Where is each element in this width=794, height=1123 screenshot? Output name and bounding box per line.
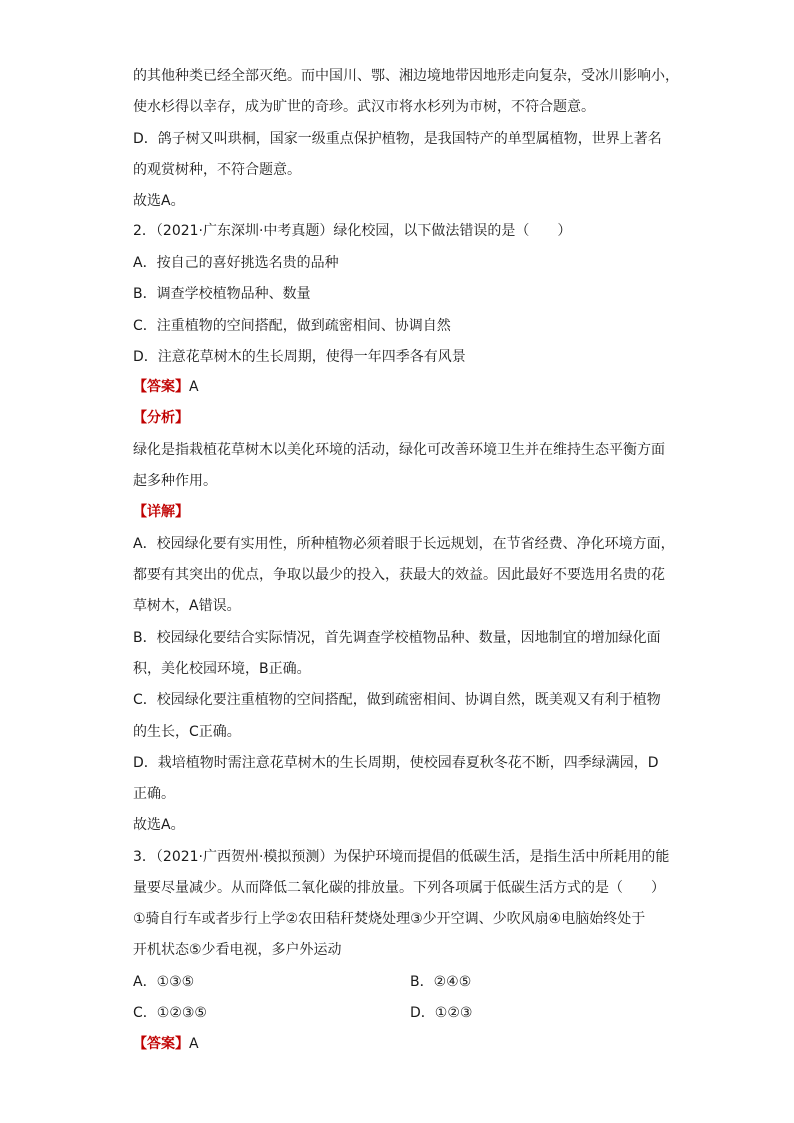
answer-tag: 【答案】: [133, 1036, 189, 1052]
text-line: 起多种作用。: [133, 473, 217, 489]
text-line: 草树木，A错误。: [133, 598, 241, 614]
question-2-stem: 2．（2021·广东深圳·中考真题）绿化校园，以下做法错误的是（ ）: [133, 223, 572, 239]
text-line: 故选A。: [133, 193, 185, 209]
answer-line: [133, 377, 199, 397]
text-line: 正确。: [133, 786, 175, 802]
detail-tag-line: [133, 502, 189, 522]
text-line: 的观赏树种，不符合题意。: [133, 162, 301, 178]
question-3-items: 开机状态⑤少看电视，多户外运动: [133, 942, 342, 958]
text-line: B．校园绿化要结合实际情况，首先调查学校植物品种、数量，因地制宜的增加绿化面: [133, 630, 661, 646]
question-3-option-a: A．①③⑤: [133, 974, 195, 990]
question-3-items: ①骑自行车或者步行上学②农田秸秆焚烧处理③少开空调、少吹风扇④电脑始终处于: [133, 911, 646, 927]
text-line: 都要有其突出的优点，争取以最少的投入，获最大的效益。因此最好不要选用名贵的花: [133, 567, 665, 583]
question-3-option-b: B．②④⑤: [410, 974, 472, 990]
text-line: 的其他种类已经全部灭绝。而中国川、鄂、湘边境地带因地形走向复杂，受冰川影响小，: [133, 68, 679, 84]
text-line: 积，美化校园环境，B正确。: [133, 661, 311, 677]
text-line: 故选A。: [133, 817, 185, 833]
text-line: D．栽培植物时需注意花草树木的生长周期，使校园春夏秋冬花不断，四季绿满园，D: [133, 755, 659, 771]
answer-line: [133, 1034, 199, 1054]
question-3-option-c: C．①②③⑤: [133, 1005, 207, 1021]
question-3-stem: 量要尽量减少。从而降低二氧化碳的排放量。下列各项属于低碳生活方式的是（ ）: [133, 880, 665, 896]
analysis-tag: 【分析】: [133, 410, 189, 426]
question-3-stem: 3．（2021·广西贺州·模拟预测）为保护环境而提倡的低碳生活，是指生活中所耗用的能: [133, 849, 670, 865]
question-2-option-c: C．注重植物的空间搭配，做到疏密相间、协调自然: [133, 318, 451, 334]
answer-value: A: [189, 1036, 199, 1052]
analysis-tag-line: [133, 408, 189, 428]
question-3-option-d: D．①②③: [410, 1005, 473, 1021]
question-2-option-d: D．注意花草树木的生长周期，使得一年四季各有风景: [133, 349, 466, 365]
detail-tag: 【详解】: [133, 504, 189, 520]
text-line: D．鸽子树又叫珙桐，国家一级重点保护植物，是我国特产的单型属植物，世界上著名: [133, 131, 662, 147]
text-line: 的生长，C正确。: [133, 724, 241, 740]
text-line: A．校园绿化要有实用性，所种植物必须着眼于长远规划，在节省经费、净化环境方面，: [133, 536, 675, 552]
text-line: C．校园绿化要注重植物的空间搭配，做到疏密相间、协调自然，既美观又有利于植物: [133, 692, 661, 708]
text-line: 绿化是指栽植花草树木以美化环境的活动，绿化可改善环境卫生并在维持生态平衡方面: [133, 442, 665, 458]
question-2-option-b: B．调查学校植物品种、数量: [133, 286, 311, 302]
answer-tag: 【答案】: [133, 379, 189, 395]
answer-value: A: [189, 379, 199, 395]
text-line: 使水杉得以幸存，成为旷世的奇珍。武汉市将水杉列为市树，不符合题意。: [133, 99, 595, 115]
question-2-option-a: A．按自己的喜好挑选名贵的品种: [133, 255, 339, 271]
